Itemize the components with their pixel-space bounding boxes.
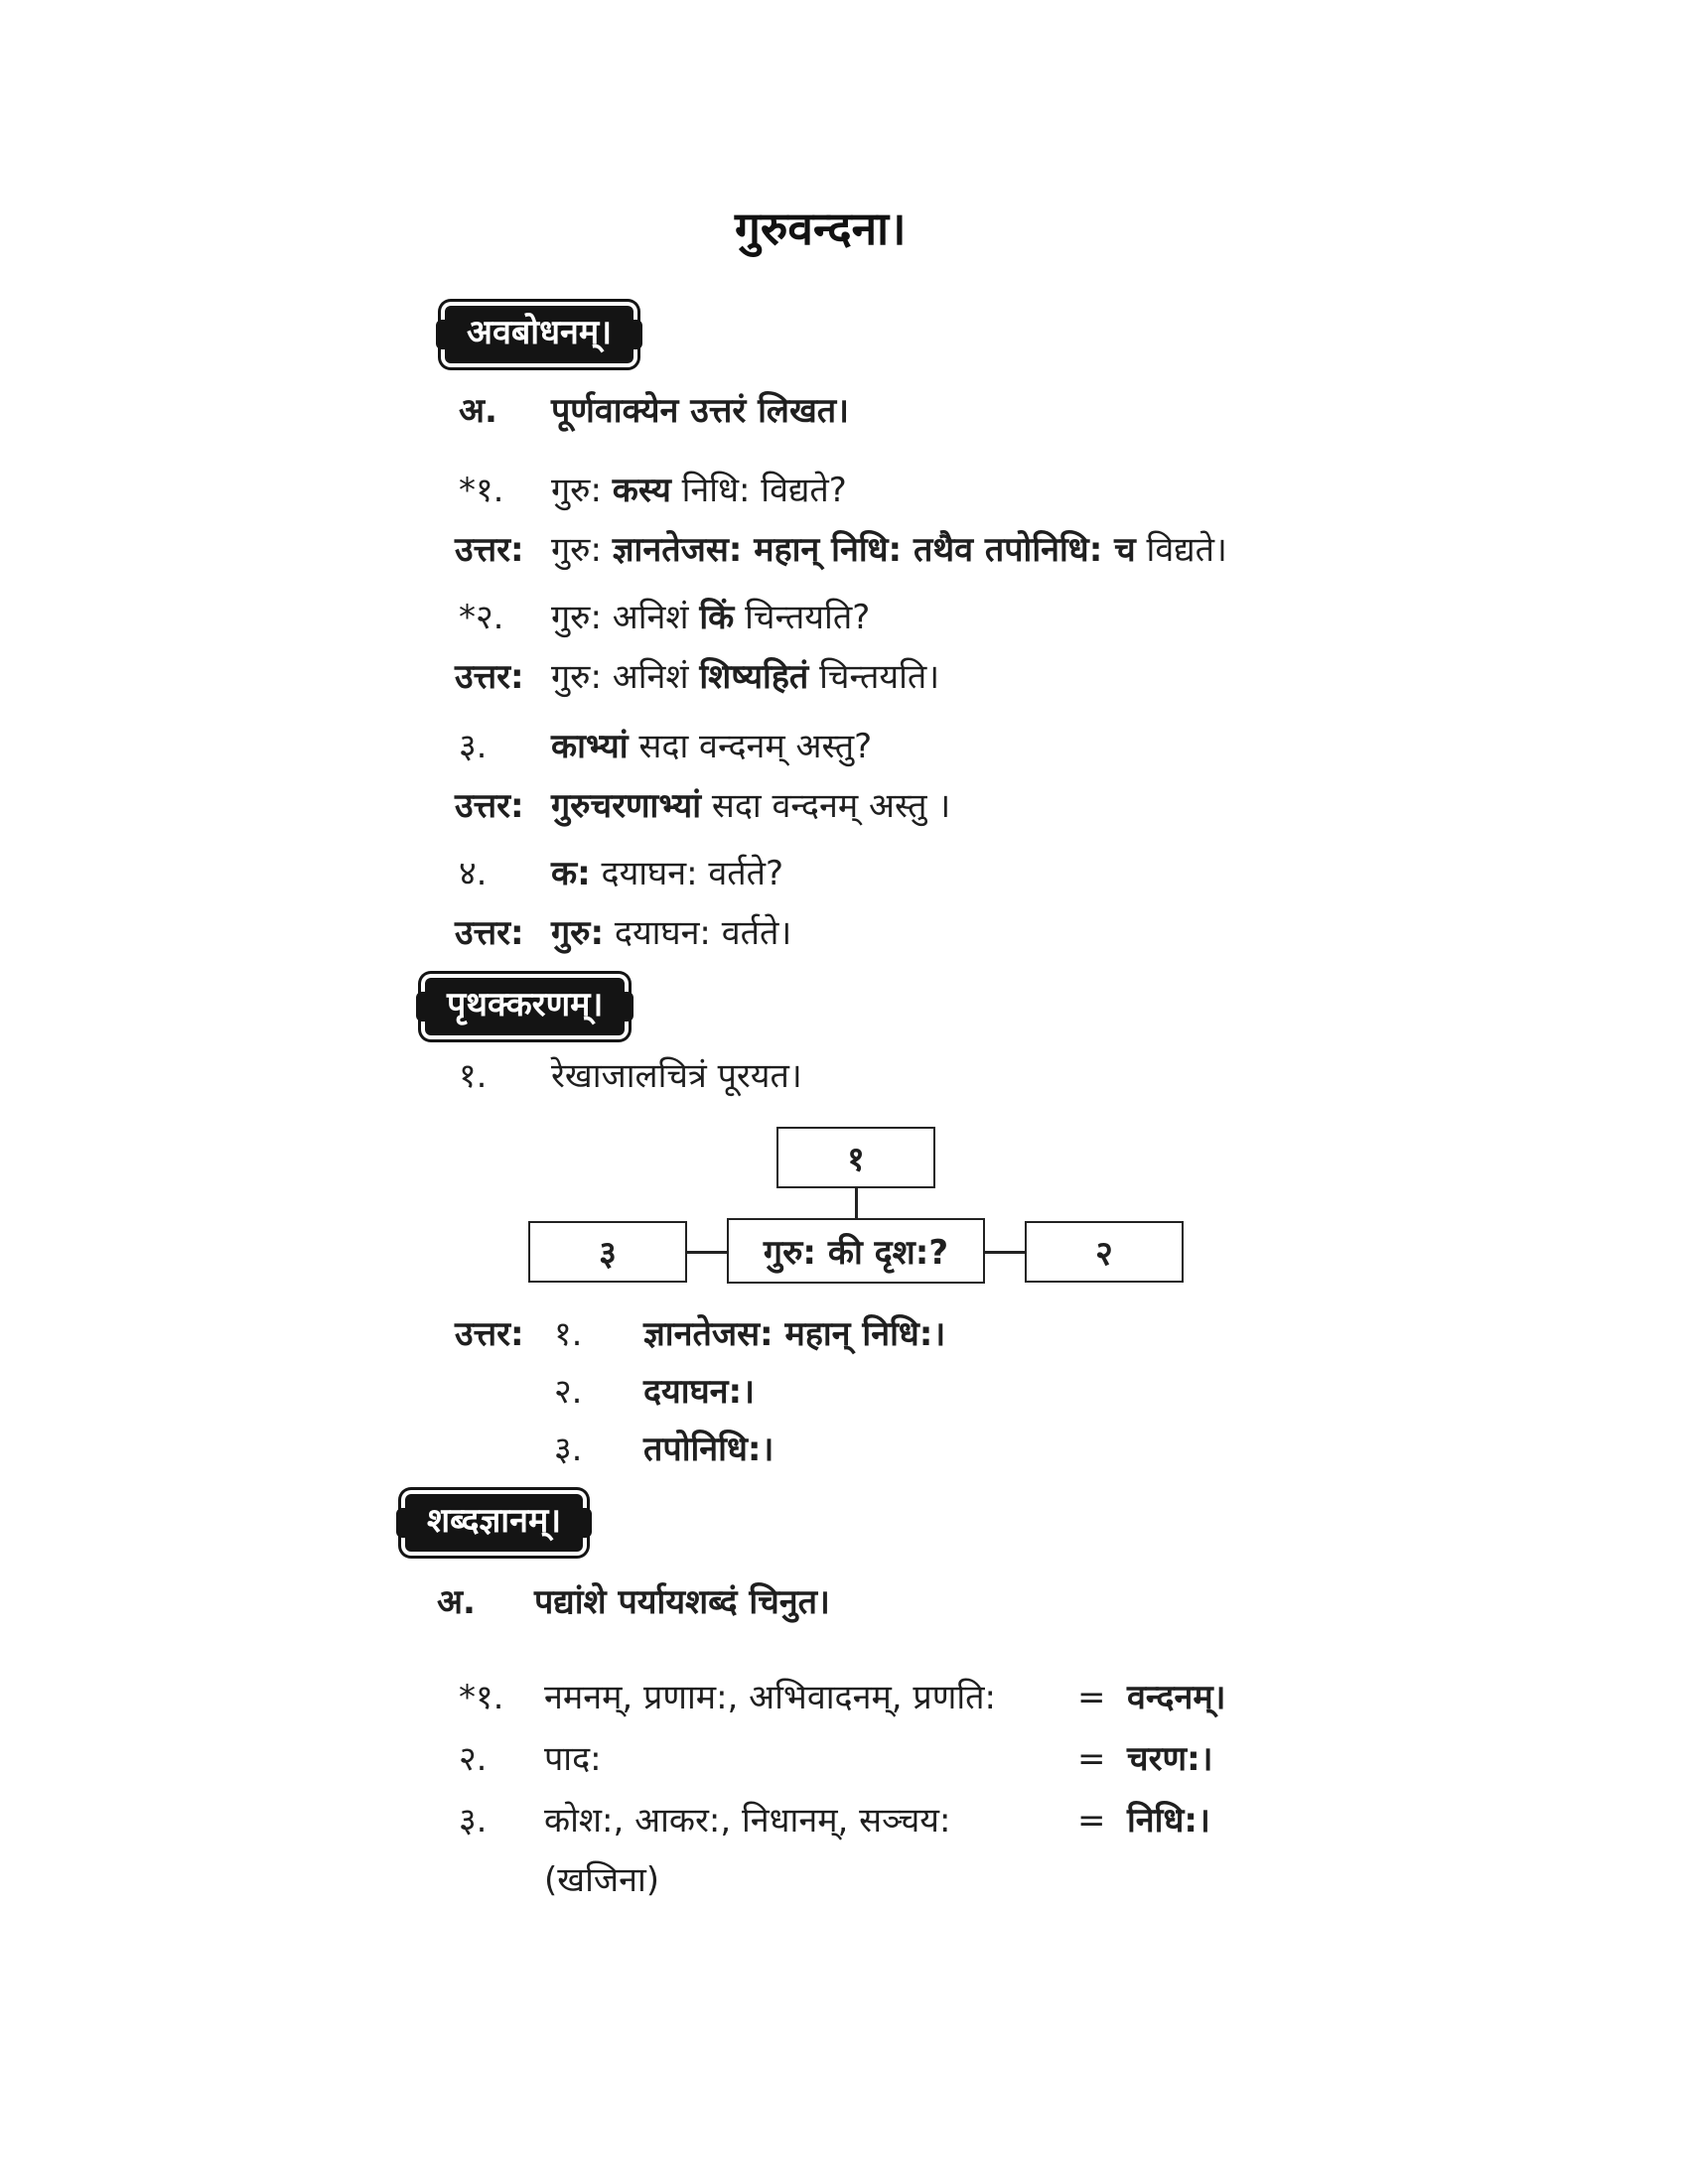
- q3-part-b: काभ्यां: [551, 727, 629, 766]
- q1-part-c: निधि: विद्यते?: [681, 471, 847, 510]
- q2-part-c: चिन्तयति?: [745, 598, 871, 637]
- answer-number: ३.: [554, 1430, 583, 1469]
- question-number: ४.: [459, 854, 488, 893]
- answer-4: [551, 911, 791, 955]
- equals-sign: =: [1077, 1739, 1106, 1779]
- synonym-words: पाद:: [544, 1739, 602, 1779]
- diagram-box-center: गुरु: की दृश:?: [727, 1218, 985, 1284]
- q2-part-b: किं: [699, 598, 735, 637]
- q1-part-a: गुरु:: [551, 471, 602, 510]
- synonym-number: *१.: [459, 1678, 504, 1717]
- a1-part-c: विद्यते।: [1146, 530, 1227, 570]
- answer-label: उत्तर:: [455, 1314, 524, 1354]
- diagram-box-right: २: [1025, 1221, 1184, 1283]
- question-number: *१.: [459, 471, 504, 510]
- synonym-words: नमनम्, प्रणाम:, अभिवादनम्, प्रणति:: [544, 1678, 996, 1717]
- question-text: रेखाजालचित्रं पूरयत।: [551, 1056, 802, 1096]
- q4-part-b: क:: [551, 854, 591, 893]
- connector-top: [855, 1188, 858, 1218]
- part-title: पूर्णवाक्येन उत्तरं लिखत।: [551, 391, 850, 431]
- a4-part-c: दयाघन: वर्तते।: [614, 913, 792, 953]
- a2-part-b: शिष्यहितं: [699, 657, 809, 697]
- answer-number: २.: [554, 1372, 583, 1412]
- section-badge-avabodhanam: अवबोधनम्।: [445, 306, 633, 363]
- section-badge-shabdajnanam: शब्दज्ञानम्।: [405, 1494, 583, 1552]
- a3-part-b: गुरुचरणाभ्यां: [551, 786, 702, 826]
- answer-3: [551, 784, 950, 828]
- synonym-answer: चरण:।: [1127, 1739, 1213, 1779]
- question-number: *२.: [459, 598, 504, 637]
- equals-sign: =: [1077, 1801, 1106, 1841]
- synonym-answer: वन्दनम्।: [1127, 1678, 1226, 1717]
- equals-sign: =: [1077, 1678, 1106, 1717]
- part-title: पद्यांशे पर्यायशब्दं चिनुत।: [534, 1582, 830, 1622]
- answer-label: उत्तर:: [455, 913, 524, 953]
- q4-part-c: दयाघन: वर्तते?: [601, 854, 784, 893]
- q3-part-c: सदा वन्दनम् अस्तु?: [638, 727, 873, 766]
- diagram-box-left: ३: [528, 1221, 687, 1283]
- page-title: गुरुवन्दना।: [735, 202, 907, 255]
- a2-part-c: चिन्तयति।: [819, 657, 940, 697]
- answer-number: १.: [554, 1314, 583, 1354]
- answer-text: ज्ञानतेजस: महान् निधि:।: [643, 1314, 946, 1354]
- answer-text: दयाघन:।: [643, 1372, 756, 1412]
- question-4: [551, 852, 783, 895]
- answer-label: उत्तर:: [455, 786, 524, 826]
- answer-label: उत्तर:: [455, 530, 524, 570]
- synonym-answer: निधि:।: [1127, 1801, 1210, 1841]
- answer-2: [551, 655, 939, 699]
- a3-part-c: सदा वन्दनम् अस्तु ।: [711, 786, 951, 826]
- answer-text: तपोनिधि:।: [643, 1430, 774, 1469]
- question-3: [551, 725, 872, 768]
- synonym-words: कोश:, आकर:, निधानम्, सञ्चय:: [544, 1801, 951, 1841]
- note-text: (खजिना): [544, 1860, 660, 1900]
- question-number: ३.: [459, 727, 488, 766]
- answer-1: [551, 528, 1227, 572]
- a1-part-b: ज्ञानतेजस: महान् निधि: तथैव तपोनिधि: च: [612, 530, 1136, 570]
- connector-left: [687, 1251, 727, 1254]
- question-1: [551, 469, 847, 512]
- diagram-box-top: १: [776, 1127, 935, 1188]
- a2-part-a: गुरु: अनिशं: [551, 657, 689, 697]
- synonym-number: ३.: [459, 1801, 488, 1841]
- q2-part-a: गुरु: अनिशं: [551, 598, 689, 637]
- a1-part-a: गुरु:: [551, 530, 602, 570]
- answer-label: उत्तर:: [455, 657, 524, 697]
- question-number: १.: [459, 1056, 488, 1096]
- a4-part-b: गुरु:: [551, 913, 605, 953]
- part-label: अ.: [459, 391, 497, 431]
- connector-right: [985, 1251, 1025, 1254]
- synonym-number: २.: [459, 1739, 488, 1779]
- part-label: अ.: [437, 1582, 476, 1622]
- q1-part-b: कस्य: [612, 471, 671, 510]
- section-badge-prithakkaranam: पृथक्करणम्।: [425, 978, 625, 1035]
- question-2: [551, 596, 870, 639]
